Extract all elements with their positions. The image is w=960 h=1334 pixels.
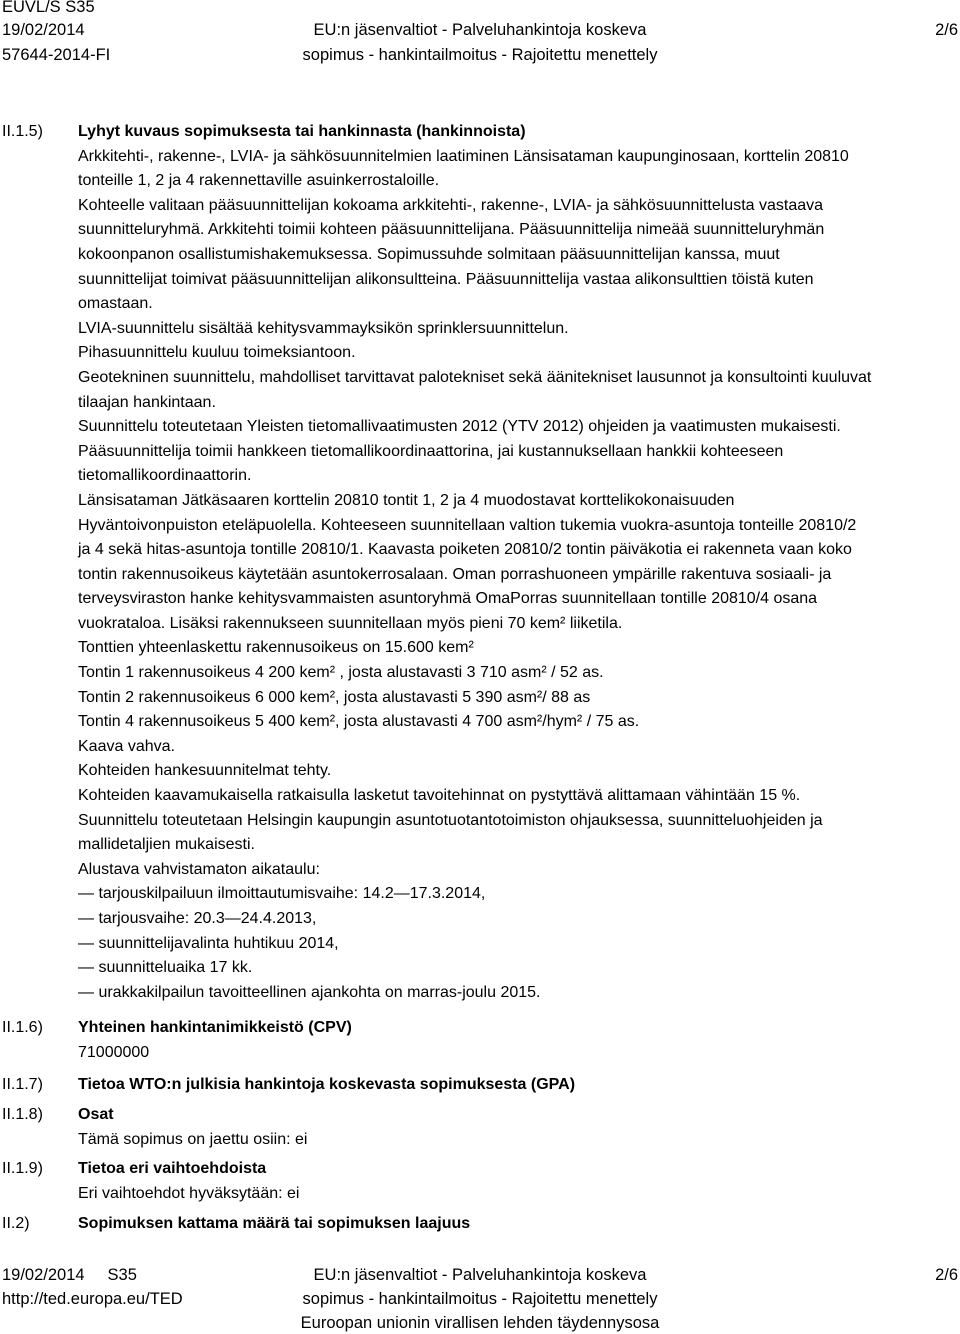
description-line: vuokrataloa. Lisäksi rakennukseen suunnitellaan myös pieni 70 kem² liiketila. <box>78 614 623 632</box>
footer-code: S35 <box>107 1266 137 1284</box>
section-number-ii-1-8: II.1.8) <box>2 1106 43 1123</box>
description-line: ja 4 sekä hitas-asuntoja tontille 20810/1. Kaavasta poiketen 20810/2 tontin päiväkotia ei rakenneta vaan koko <box>78 541 852 559</box>
description-line: tilaajan hankintaan. <box>78 393 216 411</box>
description-line: — urakkakilpailun tavoitteellinen ajankohta on marras-joulu 2015. <box>78 983 541 1001</box>
description-line: Hyväntoivonpuiston eteläpuolella. Kohteeseen suunnitellaan valtion tukemia vuokra-asuntoja tonteille 20810/2 <box>78 516 857 534</box>
header-page-number: 2/6 <box>935 21 958 39</box>
variants-value: Eri vaihtoehdot hyväksytään: ei <box>78 1184 300 1202</box>
footer-url[interactable]: http://ted.europa.eu/TED <box>2 1290 183 1308</box>
description-line: Geotekninen suunnittelu, mahdolliset tarvittavat palotekniset sekä äänitekniset lausunnot ja konsultointi kuuluvat <box>78 368 872 386</box>
header-date: 19/02/2014 <box>2 21 85 39</box>
section-title-ii-2: Sopimuksen kattama määrä tai sopimuksen laajuus <box>78 1215 471 1232</box>
cpv-code: 71000000 <box>78 1043 150 1061</box>
section-ii-1-8 <box>78 1103 958 1152</box>
description-line: suunnitteluryhmä. Arkkitehti toimii kohteen pääsuunnittelijana. Pääsuunnittelija nimeää suunnitteluryhmän <box>78 221 825 239</box>
section-title-ii-1-7: Tietoa WTO:n julkisia hankintoja koskevasta sopimuksesta (GPA) <box>78 1076 576 1093</box>
section-title-ii-1-8: Osat <box>78 1106 114 1123</box>
description-line: LVIA-suunnittelu sisältää kehitysvammayksikön sprinklersuunnittelun. <box>78 319 569 337</box>
description-line: — suunnitteluaika 17 kk. <box>78 959 253 977</box>
description-line: — tarjousvaihe: 20.3—24.4.2013, <box>78 910 317 927</box>
section-ii-1-6 <box>78 1016 958 1065</box>
footer-title-line2: sopimus - hankintailmoitus - Rajoitettu menettely <box>302 1290 658 1308</box>
description-line: Arkkitehti-, rakenne-, LVIA- ja sähkösuunnitelmien laatiminen Länsisataman kaupunginosaan, korttelin 20810 <box>78 147 849 165</box>
description-line: Kohteelle valitaan pääsuunnittelijan kokoama arkkitehti-, rakenne-, LVIA- ja sähkösuunnittelusta vastaava <box>78 196 824 214</box>
description-line: omastaan. <box>78 295 153 313</box>
header-title-line1: EU:n jäsenvaltiot - Palveluhankintoja koskeva <box>313 21 647 39</box>
section-number-ii-1-5: II.1.5) <box>2 123 43 140</box>
footer-page-number: 2/6 <box>935 1266 958 1284</box>
description-line: Pääsuunnittelija toimii hankkeen tietomallikoordinaattorina, jai kustannuksellaan hankkii kohteeseen <box>78 442 784 460</box>
description-line: Tontin 2 rakennusoikeus 6 000 kem², josta alustavasti 5 390 asm²/ 88 as <box>78 688 591 706</box>
description-line: Kohteiden hankesuunnitelmat tehty. <box>78 762 332 780</box>
section-title-ii-1-9: Tietoa eri vaihtoehdoista <box>78 1160 267 1177</box>
description-line: Tontin 1 rakennusoikeus 4 200 kem² , josta alustavasti 3 710 asm² / 52 as. <box>78 664 604 682</box>
footer-title-line3: Euroopan unionin virallisen lehden täydennysosa <box>300 1314 660 1332</box>
description-line: Kohteiden kaavamukaisella ratkaisulla lasketut tavoitehinnat on pystyttävä alittamaan vähintään 15 %. <box>78 787 801 805</box>
footer-title-line1: EU:n jäsenvaltiot - Palveluhankintoja koskeva <box>313 1266 647 1284</box>
description-line: Tonttien yhteenlaskettu rakennusoikeus on 15.600 kem² <box>78 639 474 657</box>
lots-value: Tämä sopimus on jaettu osiin: ei <box>78 1130 308 1148</box>
section-number-ii-2: II.2) <box>2 1215 30 1232</box>
description-line: terveysviraston hanke kehitysvammaisten asuntoryhmä OmaPorras suunnitellaan tontille 20810/4 osana <box>78 590 818 608</box>
header-notice-number: 57644-2014-FI <box>2 46 111 64</box>
description-line: mallidetaljien mukaisesti. <box>78 836 255 854</box>
description-text <box>78 145 958 1006</box>
section-ii-1-7 <box>78 1073 958 1098</box>
section-title-ii-1-5: Lyhyt kuvaus sopimuksesta tai hankinnasta (hankinnoista) <box>78 123 526 140</box>
description-line: Tontin 4 rakennusoikeus 5 400 kem², josta alustavasti 4 700 asm²/hym² / 75 as. <box>78 713 640 731</box>
description-line: — suunnittelijavalinta huhtikuu 2014, <box>78 934 339 952</box>
description-line: Kaava vahva. <box>78 737 175 755</box>
section-ii-1-9 <box>78 1157 958 1206</box>
header-title-line2: sopimus - hankintailmoitus - Rajoitettu menettely <box>302 46 658 64</box>
description-line: Alustava vahvistamaton aikataulu: <box>78 860 320 878</box>
header-journal-code: EUVL/S S35 <box>2 0 95 16</box>
section-ii-2 <box>78 1212 958 1237</box>
description-line: Suunnittelu toteutetaan Helsingin kaupungin asuntotuotantotoimiston ohjauksessa, suunnitteluohjeiden ja <box>78 811 823 829</box>
description-line: Länsisataman Jätkäsaaren korttelin 20810 tontit 1, 2 ja 4 muodostavat korttelikokonaisuuden <box>78 491 735 509</box>
section-title-ii-1-6: Yhteinen hankintanimikkeistö (CPV) <box>78 1019 352 1036</box>
description-line: tonteille 1, 2 ja 4 rakennettaville asuinkerrostaloille. <box>78 172 440 190</box>
section-number-ii-1-6: II.1.6) <box>2 1019 43 1036</box>
description-line: Pihasuunnittelu kuuluu toimeksiantoon. <box>78 344 356 362</box>
description-line: tontin rakennusoikeus käytetään asuntokerrosalaan. Oman porrashuoneen ympärille rakentuva sosiaali- ja <box>78 565 832 583</box>
description-line: suunnittelijat toimivat pääsuunnittelijan alikonsultteina. Pääsuunnittelija vastaa alikonsulttien töistä kuten <box>78 270 814 288</box>
section-ii-1-5 <box>78 120 958 1005</box>
section-number-ii-1-7: II.1.7) <box>2 1076 43 1093</box>
description-line: kokoonpanon osallistumishakemuksessa. Sopimussuhde solmitaan pääsuunnittelijan kanssa, muut <box>78 245 780 263</box>
description-line: tietomallikoordinaattorin. <box>78 467 252 485</box>
section-number-ii-1-9: II.1.9) <box>2 1160 43 1177</box>
description-line: Suunnittelu toteutetaan Yleisten tietomallivaatimusten 2012 (YTV 2012) ohjeiden ja vaatimusten mukaisesti. <box>78 418 841 436</box>
description-line: — tarjouskilpailuun ilmoittautumisvaihe: 14.2—17.3.2014, <box>78 885 486 903</box>
footer-date: 19/02/2014 <box>2 1266 85 1284</box>
